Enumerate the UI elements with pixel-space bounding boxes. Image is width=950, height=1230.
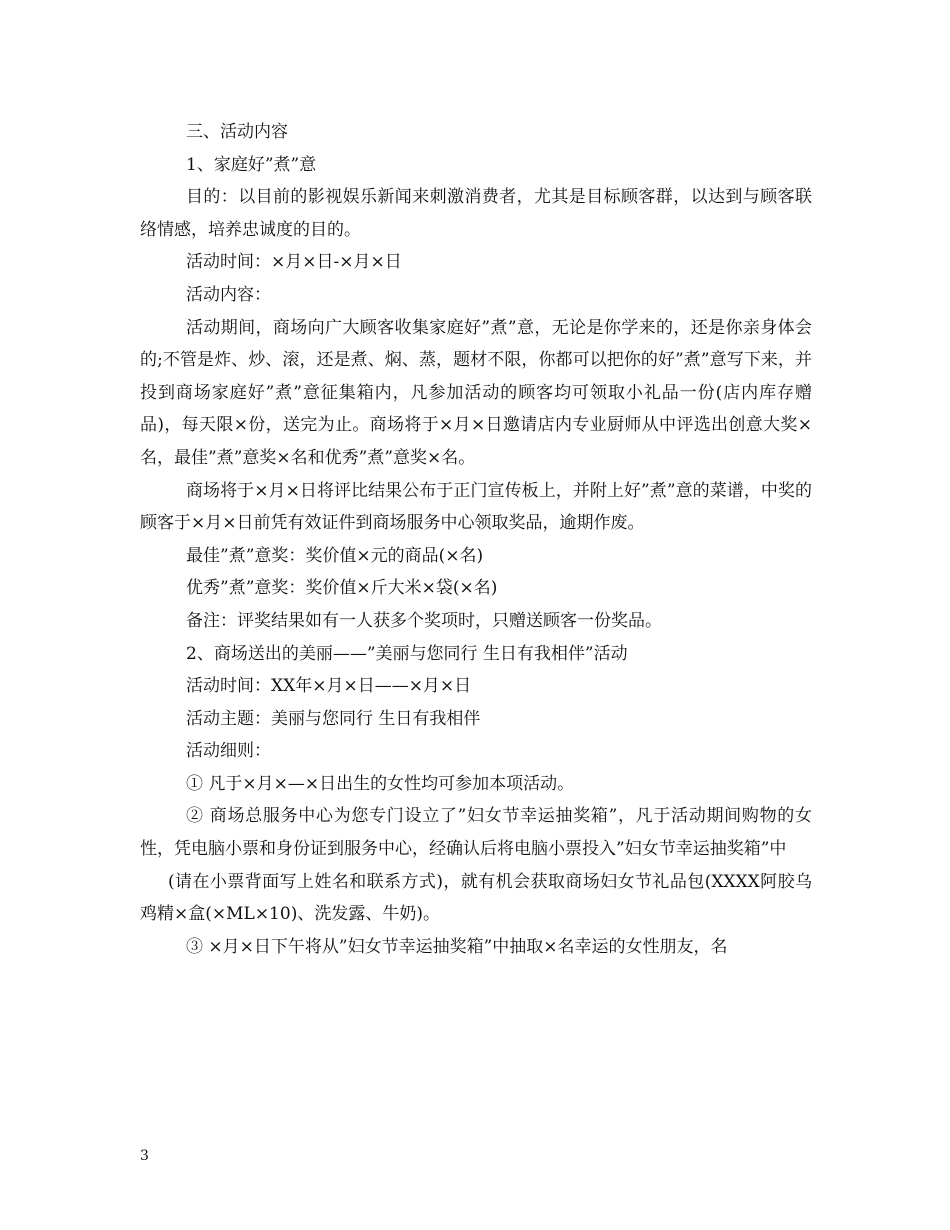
prize-best-line: 最佳”煮”意奖：奖价值×元的商品(×名): [186, 545, 484, 566]
activity-2-rules-label: 活动细则：: [186, 741, 271, 762]
activity-1-heading: 1、家庭好”煮”意: [186, 154, 317, 175]
prize-excellent-line: 优秀”煮”意奖：奖价值×斤大米×袋(×名): [186, 578, 498, 599]
rule-2-continuation-paragraph: (请在小票背面写上姓名和联系方式)，就有机会获取商场妇女节礼品包(XXXX阿胶乌鸡精×盒(×ML×10)、洗发露、牛奶)。: [140, 871, 812, 925]
activity-2-theme: 活动主题：美丽与您同行 生日有我相伴: [186, 708, 481, 729]
note-line: 备注：评奖结果如有一人获多个奖项时，只赠送顾客一份奖品。: [186, 610, 662, 631]
activity-1-content-paragraph: 活动期间，商场向广大顾客收集家庭好”煮”意，无论是你学来的，还是你亲身体会的;不管是炸、炒、滚，还是煮、焖、蒸，题材不限，你都可以把你的好”煮”意写下来，并投到商场家庭好”煮”意征集箱内，凡参加活动的顾客均可领取小礼品一份(店内库存赠品)，每天限×份，送完为止。商场将于×月×日邀请店内专业厨师从中评选出创意大奖×名，最佳”煮”意奖×名和优秀”煮”意奖×名。: [140, 317, 812, 468]
document-body: [140, 116, 812, 963]
activity-2-time: 活动时间：XX年×月×日——×月×日: [186, 676, 472, 697]
activity-2-heading: 2、商场送出的美丽——”美丽与您同行 生日有我相伴”活动: [186, 643, 628, 664]
section-heading: 三、活动内容: [186, 122, 288, 142]
rule-1-paragraph: ① 凡于×月×—×日出生的女性均可参加本项活动。: [186, 773, 575, 794]
rule-2-paragraph: ② 商场总服务中心为您专门设立了”妇女节幸运抽奖箱”，凡于活动期间购物的女性，凭电脑小票和身份证到服务中心，经确认后将电脑小票投入”妇女节幸运抽奖箱”中: [140, 806, 812, 860]
purpose-paragraph: 目的：以目前的影视娱乐新闻来刺激消费者，尤其是目标顾客群，以达到与顾客联络情感，培养忠诚度的目的。: [140, 187, 812, 240]
activity-1-content-label: 活动内容：: [186, 284, 271, 305]
activity-1-results-paragraph: 商场将于×月×日将评比结果公布于正门宣传板上，并附上好”煮”意的菜谱，中奖的顾客于×月×日前凭有效证件到商场服务中心领取奖品，逾期作废。: [140, 480, 812, 534]
page-number: 3: [140, 1148, 149, 1164]
activity-1-time: 活动时间：×月×日-×月×日: [186, 252, 402, 273]
rule-3-paragraph: ③ ×月×日下午将从”妇女节幸运抽奖箱”中抽取×名幸运的女性朋友，名: [186, 936, 728, 957]
